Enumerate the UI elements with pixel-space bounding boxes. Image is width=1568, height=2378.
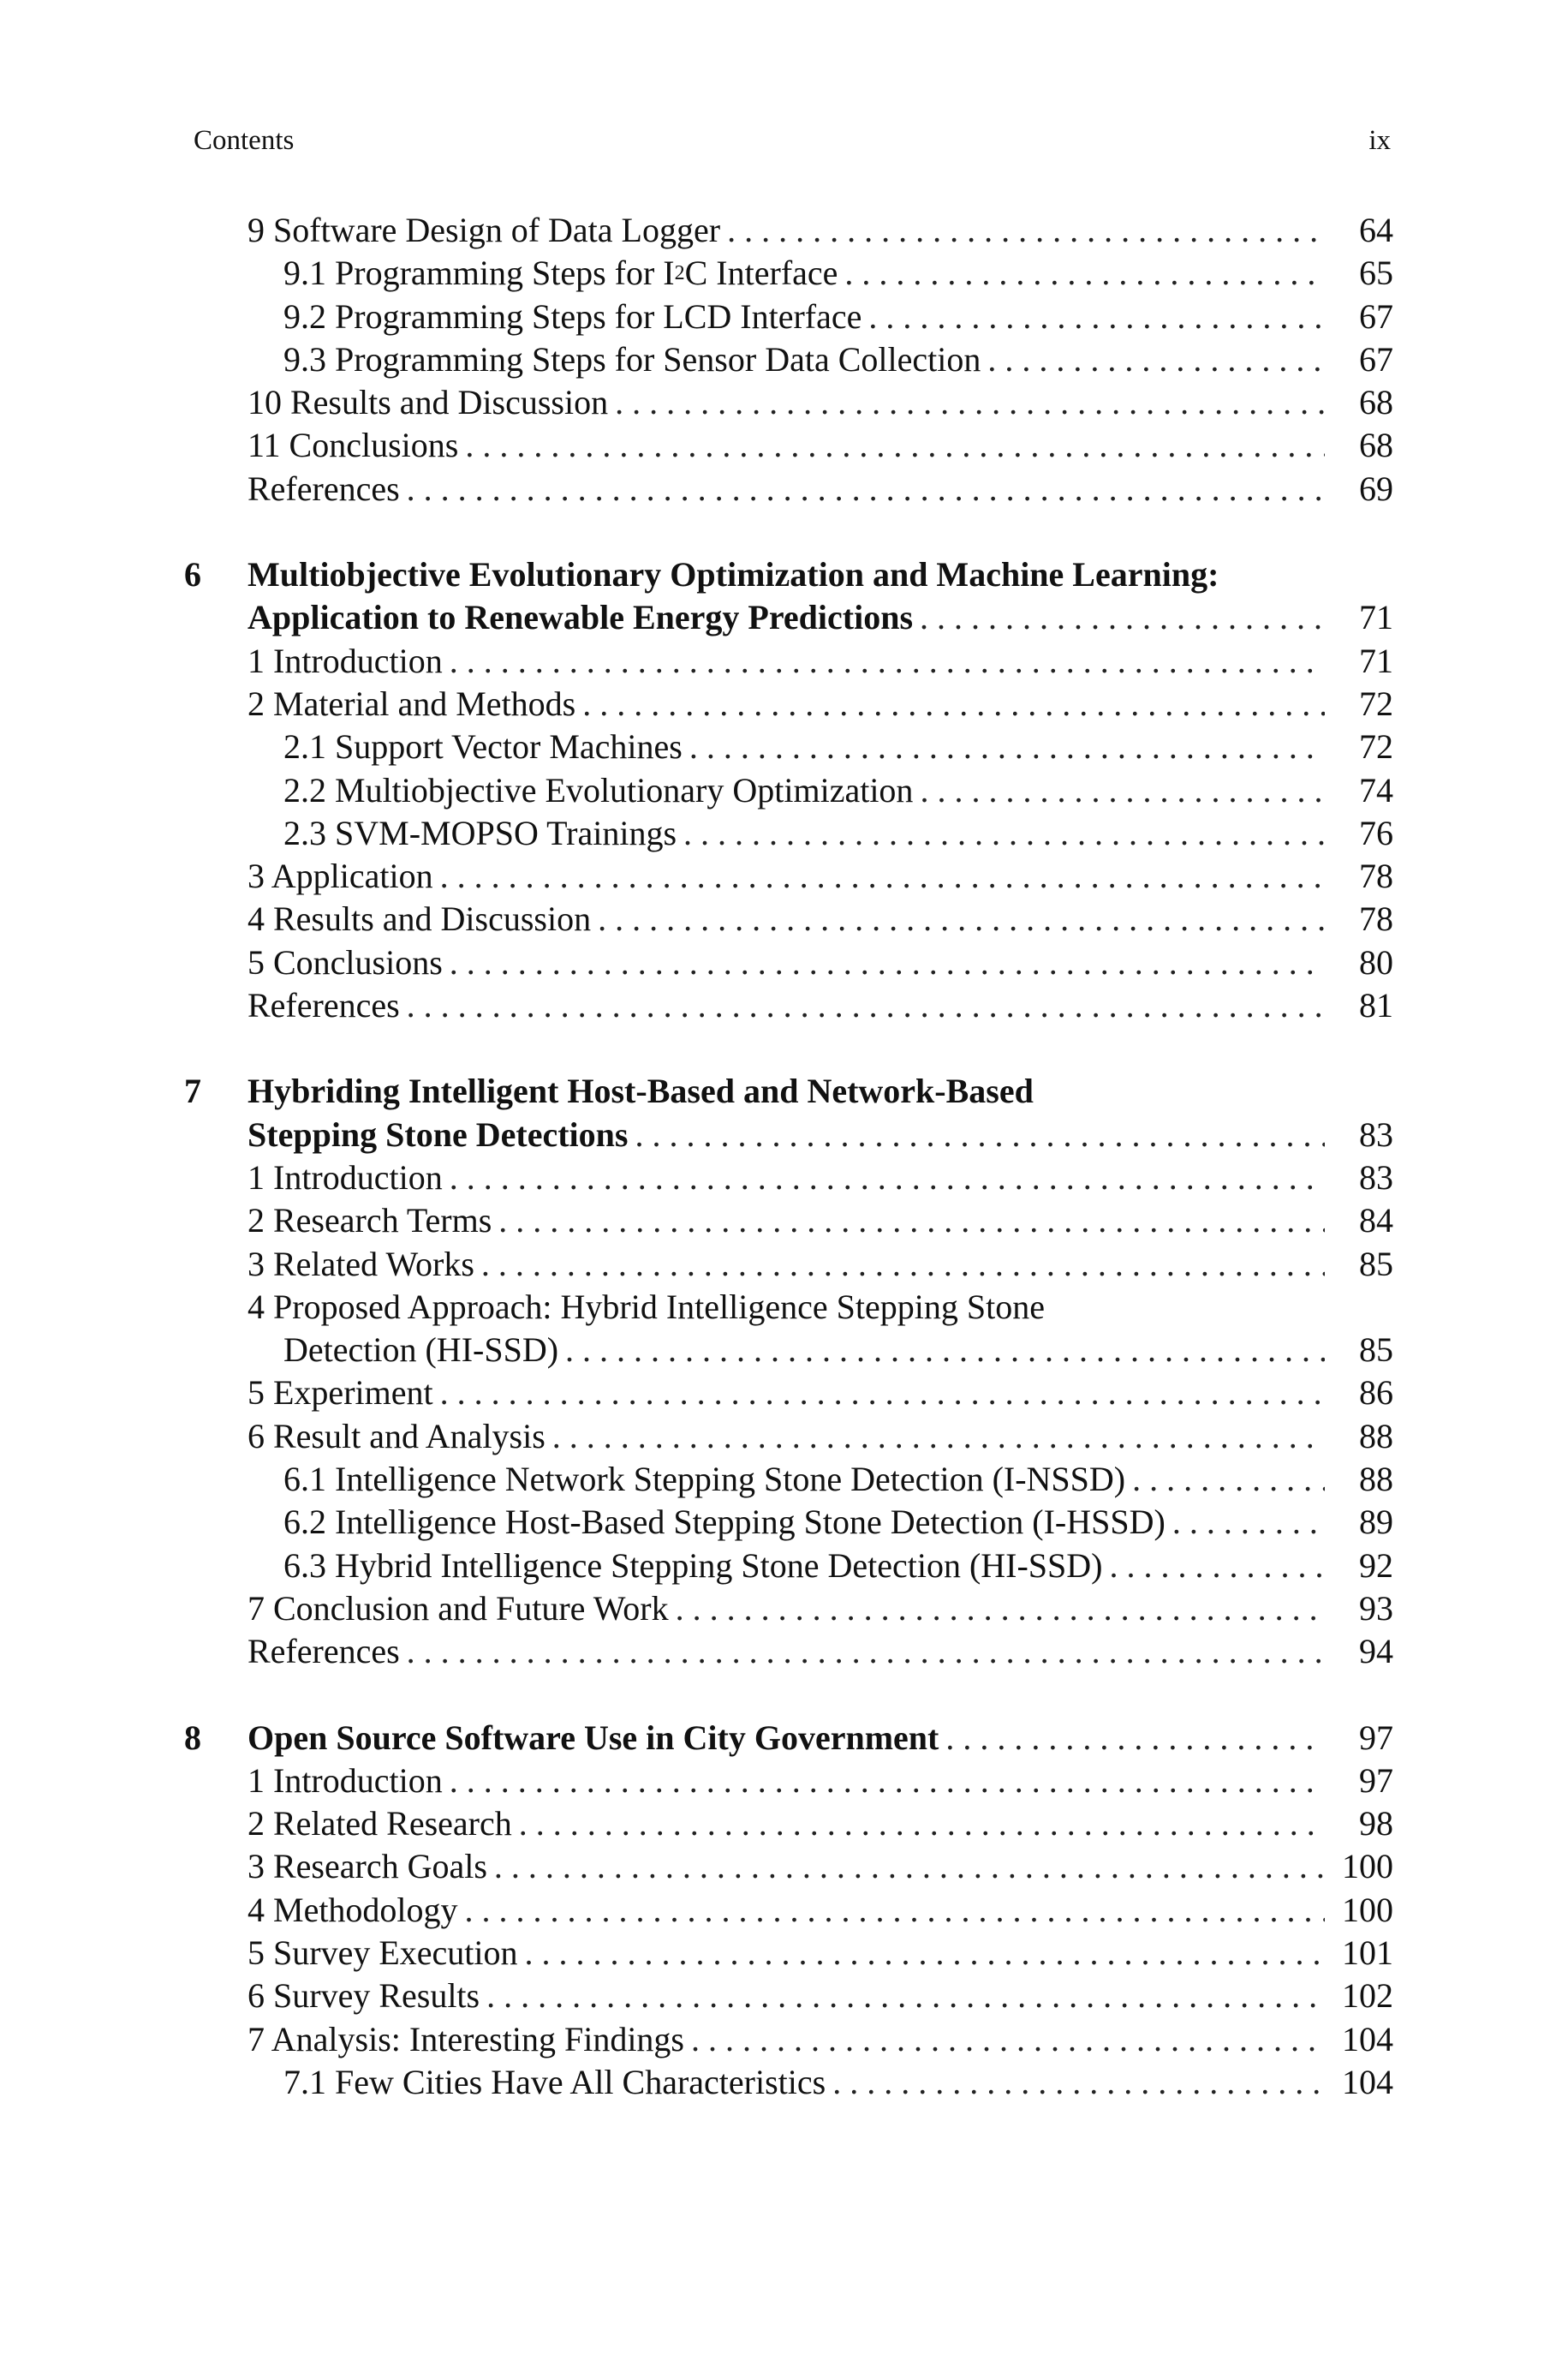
dot-leader [1132,1458,1325,1501]
toc-entry[interactable] [184,1156,1393,1199]
toc-entry[interactable] [184,252,1393,295]
section-gap [184,1027,1393,1070]
dot-leader [582,683,1325,726]
entry-title-suffix: C Interface [684,254,838,293]
dot-leader [450,1156,1325,1199]
dot-leader [440,1371,1325,1414]
page-ref: 72 [1359,684,1393,723]
toc-entry[interactable] [184,1501,1393,1544]
toc-chapter-entry[interactable] [184,1717,1393,1760]
chapter-number: 8 [184,1718,201,1757]
page-ref: 78 [1359,857,1393,896]
entry-title: 9 Software Design of Data Logger [247,211,721,249]
entry-title: 3 Related Works [247,1244,474,1283]
toc-entry[interactable] [184,769,1393,812]
dot-leader [920,769,1325,812]
toc-entry[interactable] [184,1329,1393,1371]
running-head [194,125,1391,168]
entry-title [283,252,844,295]
entry-title: 4 Methodology [247,1890,458,1929]
dot-leader [920,596,1325,639]
page-ref: 97 [1359,1718,1393,1757]
page-ref: 83 [1359,1114,1393,1154]
toc-entry[interactable] [184,2018,1393,2061]
page-ref: 83 [1359,1157,1393,1197]
toc-entry[interactable] [184,1975,1393,2017]
chapter-title: Open Source Software Use in City Government [247,1718,939,1757]
dot-leader [1109,1545,1325,1587]
page-ref: 78 [1359,899,1393,939]
dot-leader [465,1889,1325,1932]
toc-entry[interactable] [184,1932,1393,1975]
entry-title: References [247,986,400,1025]
page-ref: 72 [1359,727,1393,767]
page-ref: 104 [1342,2019,1393,2058]
toc-entry[interactable] [184,812,1393,855]
dot-leader [552,1415,1325,1458]
page-ref: 64 [1359,211,1393,249]
page-ref: 65 [1359,254,1393,293]
page-ref: 100 [1342,1847,1393,1886]
dot-leader [691,2018,1325,2061]
entry-title: 7 Analysis: Interesting Findings [247,2019,684,2058]
entry-title: 1 Introduction [247,1760,443,1800]
page-ref: 93 [1359,1588,1393,1628]
toc-entry[interactable] [184,1371,1393,1414]
running-head-title: Contents [194,125,295,156]
dot-leader [635,1114,1325,1156]
entry-title: 11 Conclusions [247,426,459,465]
dot-leader [525,1932,1326,1975]
entry-title: References [247,1632,400,1671]
toc-entry[interactable] [184,1545,1393,1587]
superscript: 2 [674,262,685,285]
page-ref: 101 [1342,1933,1393,1972]
dot-leader [945,1717,1325,1760]
toc-entry[interactable] [184,2061,1393,2104]
entry-title: 6 Survey Results [247,1976,480,2016]
dot-leader [844,252,1325,295]
entry-title: 6.1 Intelligence Network Stepping Stone Detection (I-NSSD) [283,1460,1126,1499]
entry-title: 5 Experiment [247,1373,433,1413]
toc-entry[interactable] [184,209,1393,252]
page-ref: 89 [1359,1503,1393,1542]
toc-entry[interactable] [184,468,1393,511]
dot-leader [407,1630,1325,1673]
page-ref: 102 [1342,1976,1393,2016]
chapter-number: 6 [184,555,201,594]
page-ref: 98 [1359,1804,1393,1843]
dot-leader [440,855,1325,898]
dot-leader [498,1199,1325,1242]
page-ref: 92 [1359,1545,1393,1585]
page-ref: 68 [1359,426,1393,465]
entry-title: 3 Research Goals [247,1847,487,1886]
chapter-title: Application to Renewable Energy Predictions [247,598,914,637]
page-ref: 88 [1359,1460,1393,1499]
entry-title: 1 Introduction [247,1157,443,1197]
page-ref: 74 [1359,770,1393,810]
entry-title: 7.1 Few Cities Have All Characteristics [283,2062,826,2101]
toc-entry[interactable] [184,1845,1393,1888]
entry-title: 5 Conclusions [247,942,443,982]
dot-leader [519,1802,1325,1845]
entry-title: 2 Material and Methods [247,684,576,723]
page-ref: 76 [1359,813,1393,852]
table-of-contents [184,209,1393,2104]
toc-entry[interactable] [184,1630,1393,1673]
page-ref: 67 [1359,339,1393,379]
entry-title: 2 Related Research [247,1804,512,1843]
dot-leader [565,1329,1325,1371]
page-ref: 85 [1359,1330,1393,1370]
page-ref: 88 [1359,1416,1393,1455]
dot-leader [598,898,1325,941]
toc-entry[interactable] [184,424,1393,467]
entry-title-prefix: 9.1 Programming Steps for I [283,254,675,293]
dot-leader [486,1975,1325,2017]
page-ref: 104 [1342,2062,1393,2101]
chapter-title: Hybriding Intelligent Host-Based and Network-Based [247,1072,1034,1111]
toc-entry[interactable] [184,1587,1393,1630]
chapter-number: 7 [184,1072,201,1111]
toc-entry[interactable] [184,1415,1393,1458]
page-ref: 84 [1359,1201,1393,1240]
dot-leader [727,209,1325,252]
entry-title: 9.2 Programming Steps for LCD Interface [283,296,862,336]
entry-title: 3 Application [247,857,433,896]
toc-entry[interactable] [184,1458,1393,1501]
entry-title: 4 Results and Discussion [247,899,592,939]
entry-title: 4 Proposed Approach: Hybrid Intelligence Stepping Stone [247,1287,1045,1326]
entry-title: 2.2 Multiobjective Evolutionary Optimization [283,770,914,810]
toc-entry[interactable] [184,726,1393,768]
dot-leader [494,1845,1325,1888]
toc-entry[interactable] [184,1889,1393,1932]
page-ref: 85 [1359,1244,1393,1283]
toc-entry[interactable] [184,941,1393,984]
page-ref: 100 [1342,1890,1393,1929]
entry-title: 2 Research Terms [247,1201,492,1240]
toc-entry[interactable] [184,898,1393,941]
dot-leader [1172,1501,1325,1544]
toc-entry[interactable] [184,1760,1393,1802]
page-ref: 71 [1359,598,1393,637]
dot-leader [683,812,1325,855]
section-gap [184,511,1393,553]
toc-entry[interactable] [184,296,1393,338]
toc-entry[interactable] [184,1802,1393,1845]
page-ref: 80 [1359,942,1393,982]
toc-chapter-entry[interactable] [184,1070,1393,1113]
toc-chapter-entry[interactable] [184,1114,1393,1156]
dot-leader [407,468,1325,511]
page-ref: 81 [1359,986,1393,1025]
toc-entry[interactable] [184,984,1393,1027]
dot-leader [868,296,1325,338]
dot-leader [450,941,1325,984]
toc-chapter-entry[interactable] [184,553,1393,596]
dot-leader [676,1587,1325,1630]
toc-entry[interactable] [184,855,1393,898]
entry-title: 9.3 Programming Steps for Sensor Data Collection [283,339,981,379]
toc-entry[interactable] [184,683,1393,726]
dot-leader [987,338,1325,381]
toc-entry[interactable] [184,381,1393,424]
dot-leader [481,1243,1325,1286]
dot-leader [450,1760,1325,1802]
toc-entry[interactable] [184,1286,1393,1329]
entry-title: 6.2 Intelligence Host-Based Stepping Stone Detection (I-HSSD) [283,1503,1166,1542]
toc-chapter-entry[interactable] [184,596,1393,639]
page-ref: 86 [1359,1373,1393,1413]
toc-entry[interactable] [184,1199,1393,1242]
dot-leader [689,726,1325,768]
toc-entry[interactable] [184,640,1393,683]
dot-leader [832,2061,1325,2104]
entry-title: 6 Result and Analysis [247,1416,546,1455]
dot-leader [407,984,1325,1027]
entry-title: 6.3 Hybrid Intelligence Stepping Stone Detection (HI-SSD) [283,1545,1103,1585]
page-ref: 67 [1359,296,1393,336]
entry-title: 7 Conclusion and Future Work [247,1588,669,1628]
entry-title: 5 Survey Execution [247,1933,518,1972]
dot-leader [450,640,1325,683]
page-ref: 97 [1359,1760,1393,1800]
page-ref: 69 [1359,469,1393,508]
entry-title: References [247,469,400,508]
page-ref: 71 [1359,641,1393,680]
page-ref: 68 [1359,383,1393,422]
entry-title: 2.3 SVM-MOPSO Trainings [283,813,677,852]
chapter-title: Multiobjective Evolutionary Optimization and Machine Learning: [247,555,1219,594]
section-gap [184,1674,1393,1717]
entry-title: 2.1 Support Vector Machines [283,727,683,767]
chapter-title: Stepping Stone Detections [247,1114,629,1154]
dot-leader [615,381,1325,424]
entry-title: 10 Results and Discussion [247,383,609,422]
page-ref: 94 [1359,1632,1393,1671]
toc-entry[interactable] [184,338,1393,381]
entry-title: 1 Introduction [247,641,443,680]
dot-leader [465,424,1325,467]
entry-title: Detection (HI-SSD) [283,1330,559,1370]
toc-entry[interactable] [184,1243,1393,1286]
page-number: ix [1368,125,1391,156]
